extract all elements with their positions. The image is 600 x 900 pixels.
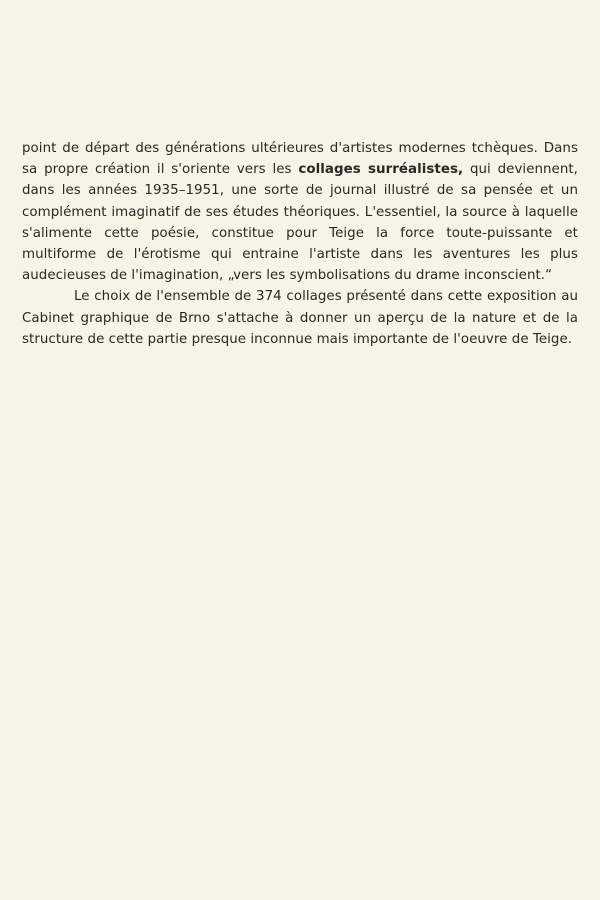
paragraph-2: Le choix de l'ensemble de 374 collages présenté dans cette exposition au Cabinet graphique de Brno s'attache à donner un aperçu de la nature et de la structure de cette partie presque inconnue mais importante de l'oeuvre de Teige. — [22, 289, 578, 347]
body-text — [22, 138, 578, 350]
paragraph-1 — [22, 138, 578, 286]
paragraph-1-text-b: qui deviennent, dans les années 1935–1951, une sorte de journal illustré de sa pensée et un complément imaginatif de ses études théoriques. L'essentiel, la source à laquelle s'alimente cette poésie, constitue pour Teige la force toute-puissante et multiforme de l'érotisme qui entraine l'artiste dans les aventures les plus audecieuses de l'imagination, „vers les symbolisations du drame inconscient.“ — [22, 162, 578, 284]
paragraph-1-bold-phrase: collages surréalistes, — [298, 162, 464, 178]
paragraph-1-text-a: point de départ des générations ultérieures d'artistes modernes tchèques. Dans sa propre création il s'oriente vers les — [22, 141, 578, 178]
